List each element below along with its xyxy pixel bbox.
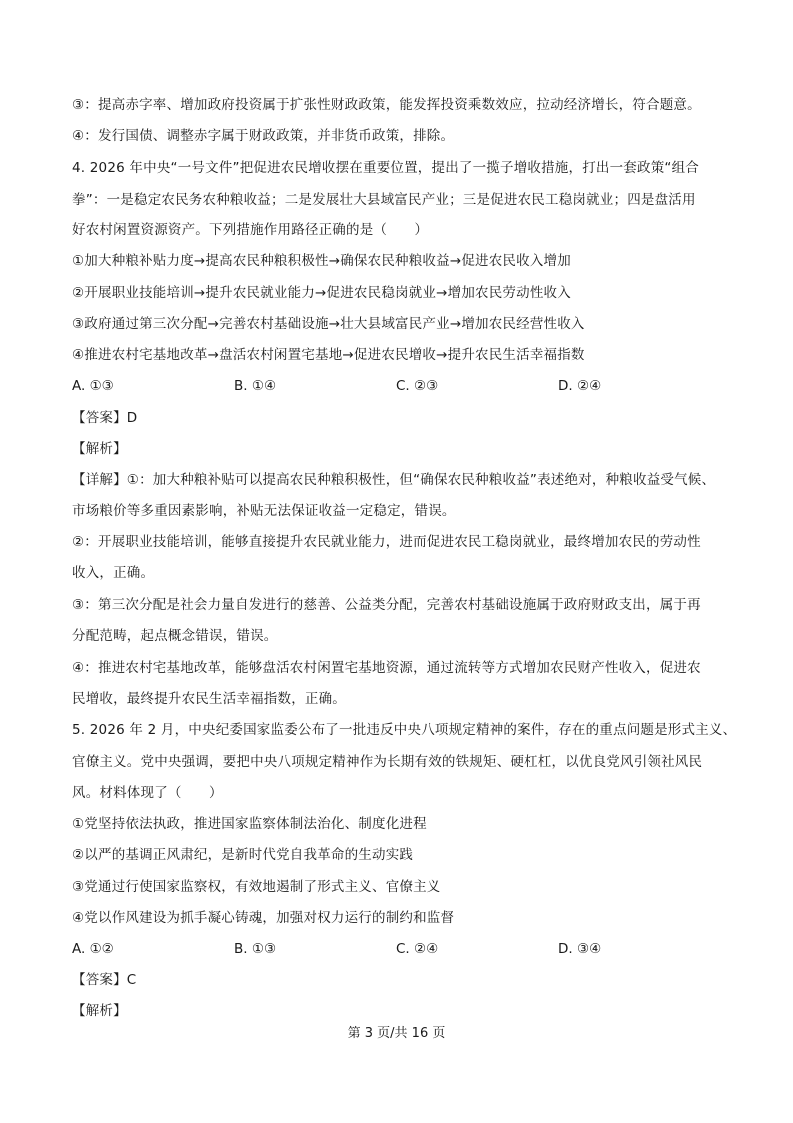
detail-line-6: 分配范畴，起点概念错误，错误。 (72, 628, 278, 644)
option-d: D. ③④ (558, 941, 602, 957)
option-d: D. ②④ (558, 378, 602, 394)
answer-label: 【答案】C (72, 972, 137, 988)
question-4-stem-line-3: 好农村闲置资源资产。下列措施作用路径正确的是（ ） (72, 222, 429, 238)
question-5-statement-2: ②以严的基调正风肃纪，是新时代党自我革命的生动实践 (72, 847, 414, 863)
detail-line-5: ③：第三次分配是社会力量自发进行的慈善、公益类分配，完善农村基础设施属于政府财政支出，属于再 (72, 597, 701, 613)
option-c: C. ②③ (396, 378, 439, 394)
answer-label: 【答案】D (72, 410, 138, 426)
question-4-statement-3: ③政府通过第三次分配→完善农村基础设施→壮大县域富民产业→增加农民经营性收入 (72, 316, 585, 332)
question-4-statement-4: ④推进农村宅基地改革→盘活农村闲置宅基地→促进农民增收→提升农民生活幸福指数 (72, 347, 585, 363)
option-b: B. ①③ (234, 941, 277, 957)
detail-line-7: ④：推进农村宅基地改革，能够盘活农村闲置宅基地资源，通过流转等方式增加农民财产性收入，促进农 (72, 660, 701, 676)
question-4-options (72, 376, 732, 396)
analysis-item-3: ③：提高赤字率、增加政府投资属于扩张性财政政策，能发挥投资乘数效应，拉动经济增长，符合题意。 (72, 97, 701, 113)
analysis-label: 【解析】 (72, 441, 127, 457)
question-4-stem-line-2: 拳”：一是稳定农民务农种粮收益；二是发展壮大县域富民产业；三是促进农民工稳岗就业；四是盘活用 (72, 192, 696, 208)
question-4-stem-line-1: 4. 2026 年中央“一号文件”把促进农民增收摆在重要位置，提出了一揽子增收措施，打出一套政策“组合 (72, 160, 699, 176)
question-4-statement-1: ①加大种粮补贴力度→提高农民种粮积极性→确保农民种粮收益→促进农民收入增加 (72, 253, 571, 269)
detail-line-4: 收入，正确。 (72, 565, 155, 581)
question-5-stem-line-2: 官僚主义。党中央强调，要把中央八项规定精神作为长期有效的铁规矩、硬杠杠，以优良党风引领社风民 (72, 754, 703, 770)
question-5-statement-4: ④党以作风建设为抓手凝心铸魂，加强对权力运行的制约和监督 (72, 910, 455, 926)
option-a: A. ①③ (72, 378, 114, 394)
option-c: C. ②④ (396, 941, 439, 957)
question-4-statement-2: ②开展职业技能培训→提升农民就业能力→促进农民稳岗就业→增加农民劳动性收入 (72, 285, 571, 301)
question-5-statement-3: ③党通过行使国家监察权，有效地遏制了形式主义、官僚主义 (72, 879, 441, 895)
option-a: A. ①② (72, 941, 114, 957)
question-5-statement-1: ①党坚持依法执政，推进国家监察体制法治化、制度化进程 (72, 816, 427, 832)
detail-line-2: 市场粮价等多重因素影响，补贴无法保证收益一定稳定，错误。 (72, 503, 456, 519)
detail-line-3: ②：开展职业技能培训，能够直接提升农民就业能力，进而促进农民工稳岗就业，最终增加农民的劳动性 (72, 534, 701, 550)
question-5-stem-line-1: 5. 2026 年 2 月，中央纪委国家监委公布了一批违反中央八项规定精神的案件，存在的重点问题是形式主义、 (72, 722, 737, 738)
question-5-options (72, 939, 732, 959)
question-5-stem-line-3: 风。材料体现了（ ） (72, 785, 223, 801)
page-footer: 第 3 页/共 16 页 (347, 1026, 446, 1041)
detail-line-8: 民增收，最终提升农民生活幸福指数，正确。 (72, 691, 346, 707)
option-b: B. ①④ (234, 378, 277, 394)
analysis-label: 【解析】 (72, 1003, 127, 1019)
detail-line-1: 【详解】①：加大种粮补贴可以提高农民种粮积极性，但“确保农民种粮收益”表述绝对，种粮收益受气候、 (72, 472, 716, 488)
analysis-item-4: ④：发行国债、调整赤字属于财政政策，并非货币政策，排除。 (72, 128, 455, 144)
